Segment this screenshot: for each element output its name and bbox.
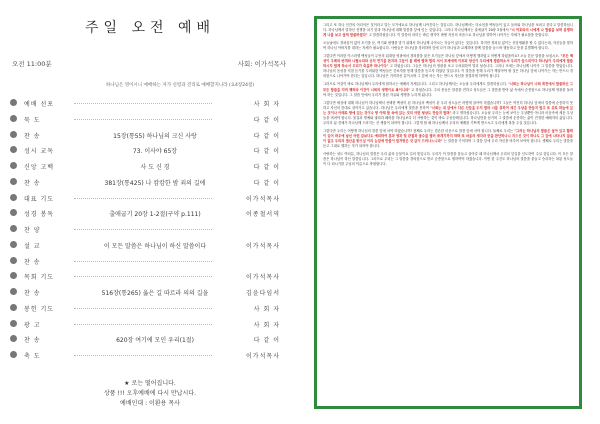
order-label: 신앙 고백 [24, 164, 55, 171]
footer-greeting: 상품 !!! 오후예배에 다시 만납시다. [103, 390, 197, 397]
bullet-icon [10, 241, 17, 248]
order-row [10, 317, 280, 331]
order-label: 대표 기도 [24, 195, 55, 203]
order-content: 이 모든 말씀은 하나님이 하신 말씀이다 [103, 242, 207, 250]
scripture-quote: "모든 백성이 우레와 번개와 나팔소리와 산의 연기를 본지라 그들이 볼 때에 떨며 멀리 서서 모세에게 이르되 당신이 우리에게 말씀하소서 우리가 들으리이다 하나님이 우리에게 말씀하시지 말게 하소서 우리가 죽을까 하나이다" [323, 54, 573, 69]
bullet-icon [10, 351, 17, 358]
sermon-text: 그러므로 이것이 바로 하나님께서 우리에게 원하시는 예배의 자세입니다. 그리고 하나님께서는 오늘날 우리에게도 말씀하십니다. [323, 82, 509, 87]
sermon-text: 고 말씀하셨습니다. 이 말씀의 의미는 바른 생각이 바뀐 자신의 마음으로 하나님을 향하여 나아가는 자세가 필요함을 뜻합니다. [367, 33, 549, 38]
order-person: 이가석목사 [246, 353, 280, 360]
order-row [10, 191, 280, 205]
order-label: 찬 송 [24, 258, 41, 266]
order-label: 성시 교독 [24, 148, 55, 156]
order-content: 620장 여기에 모인 우리(1절) [116, 337, 194, 345]
dotted-leader [74, 324, 212, 325]
sermon-text: 그리고 또 하나 인간의 어리석은 것이라고 말는 모기에요로 하나님께 나아간다는 것입니다. 하나님께서는 미소천을 백성들이 있고 들어와 하나님을 보려고 한다고 말씀하십니다. 하나님께서 말하신 전쟁을 치기 한과 하나님에 대해 말씀을 앞에 잇는 것입니다. 그러나 하나님께서는 출애굽기 20장 3절에서 [323, 23, 573, 33]
order-content: 15장(통55) 하나님의 크신 사랑 [113, 132, 197, 140]
bullet-icon [10, 320, 17, 327]
dotted-leader [74, 276, 212, 277]
order-label: 찬 송 [24, 179, 41, 187]
order-label: 축 도 [24, 353, 41, 360]
order-label: 찬 송 [24, 132, 41, 140]
service-host: 사회: 이가석목사 [237, 60, 286, 68]
scripture-quote: "너 여호와의 너에게 나 말씀을 보며 분명하게 나를 보고 살게 말씀하셨다" [323, 28, 573, 38]
dotted-leader [74, 103, 212, 104]
bullet-icon [10, 288, 17, 295]
scripture-quote: "그러는 하나님의 말씀은 살아 있고 활력이 있어 좌우에 날선 어떤 검보다도 예리하여 혼과 영과 및 관절과 골수를 찔러 쪼개기까지 하며 또 마음의 생각과 뜻을 판단하나니 지으신 것이 하나도 그 앞에 나타나지 않음이 없고 우리의 결산을 받으실 이의 눈앞에 만물이 벌거벗은 것 같이 드러나느니라" [323, 128, 573, 143]
order-person: 다 같 이 [253, 164, 280, 171]
order-row [10, 222, 280, 236]
order-label: 예배 선포 [24, 101, 55, 108]
order-person: 다 같 이 [253, 148, 280, 156]
service-time: 오전 11:00분 [12, 60, 52, 68]
order-row [10, 175, 280, 189]
page-title: 주일 오전 예배 [84, 20, 216, 36]
sermon-text: 는 말씀을 기억하며 그 말씀 앞에 우리 자신을 비추어 보아야 합니다. 셋째로 우리는 말씀을 듣고 그대로 행하는 자가 되어야 합니다. [323, 138, 573, 148]
order-person: 김윤다임서 [246, 290, 280, 297]
scripture-quote: "너희는 하나님이 너희 목전에서 말씀하신 그 모든 말씀을 지켜 행하라 이것이 너희의 생명이요 복이니라" [323, 82, 573, 92]
order-row [10, 206, 280, 220]
sermon-paragraph [323, 82, 573, 97]
order-row [10, 96, 280, 110]
sermon-body [323, 23, 573, 402]
order-label: 목회 기도 [24, 274, 55, 282]
order-row [10, 285, 280, 299]
sermon-text: 고 하셨습니다. 주의 종들은 말씀을 전하고 성도들은 그 말씀을 받아 삶 속에서 순종함으로 하나님께 영광을 돌려야 하는 것입니다. 그 말씀 안에서 우리가 참된 자유와 생명을 누리게 됩니다. [323, 87, 573, 97]
order-label: 광 고 [24, 321, 41, 329]
bullet-icon [10, 304, 17, 311]
order-row [10, 301, 280, 315]
intro-verse: 하나님은 영이시니 예배하는 자가 신령과 진리로 예배할지니라 (요4장24절) [105, 83, 255, 88]
scripture-quote: "너희는 내 앞에서 다른 신들을 두지 말라 너를 위하여 새긴 우상을 만들지 말고 또 위로 하늘에 있는 것이나 아래로 땅에 있는 것이나 땅 아래 물 속에 있는 것의 어떤 형상도 만들지 말며" [323, 105, 573, 115]
order-person: 다 같 이 [253, 132, 280, 140]
bullet-icon [10, 115, 17, 122]
order-content: 사 도 신 경 [140, 164, 170, 171]
dotted-leader [74, 229, 212, 230]
sermon-paragraph [323, 41, 573, 51]
sermon-paragraph [323, 129, 573, 149]
order-person: 이가석목사 [246, 242, 280, 250]
order-person: 이가석목사 [246, 274, 280, 282]
footer-guide: 예배인대 : 이환용 목사 [120, 400, 180, 407]
order-label: 찬 송 [24, 290, 41, 297]
order-content: 516장(통265) 옳은 길 따르라 의의 길을 [101, 290, 209, 297]
order-person: 이가석목사 [246, 195, 280, 203]
bullet-icon [10, 162, 17, 169]
sermon-text-panel [314, 16, 582, 409]
bullet-icon [10, 209, 17, 216]
sermon-text: 고 하였습니다. 그들은 하나님의 영광을 보고 두려워하여 멀리 섰습니다. 그러나 모세는 하나님께 나아가 그 말씀을 받았습니다. 하나님의 음성을 직접 듣기를 두려워한 백성들은 중보자를 통해 말씀을 듣고자 하였던 것입니다. 이 말씀을 통해 우리가 깨달아야 할 것은 하나님 앞에 나아가는 자는 반드시 경외함으로 나아가야 한다는 것입니다. 하나님은 거룩하신 분이시며 그 앞에 서는 자는 반드시 자신을 정결하게 하여야 합니다. [323, 64, 573, 79]
order-person: 사 회 자 [253, 321, 280, 329]
bullet-icon [10, 131, 17, 138]
sermon-text: 라고 명하셨습니다. 오늘날 우리는 눈에 보이는 우상뿐만 아니라 마음속에 세운 우상들을 버려야 합니다. 물질과 명예와 권력과 쾌락을 하나님보다 더 사랑하는 것이 바로 우상숭배입니다. 하나님만을 섬기며 그 말씀에 순종하는 삶이 진정한 예배자의 삶입니다. 우리의 삶 전체가 하나님께 드려지는 산 제물이 되어야 합니다. 그렇게 할 때 하나님께서 우리의 예배를 기쁘게 받으시고 우리에게 복을 주실 것입니다. [323, 110, 573, 125]
order-label: 성경 봉독 [24, 211, 55, 219]
bullet-icon [10, 146, 17, 153]
sermon-paragraph [323, 152, 573, 167]
dotted-leader [74, 261, 212, 262]
bullet-icon [10, 257, 17, 264]
order-person: 이종철서역 [246, 211, 280, 219]
order-label: 설 교 [24, 242, 41, 250]
order-row [10, 238, 280, 252]
bullet-icon [10, 178, 17, 185]
order-row [10, 112, 280, 126]
order-row [10, 269, 280, 283]
sermon-text: 사랑하는 성도 여러분, 하나님의 말씀은 우리 삶의 등불이요 길의 빛입니다. 우리가 이 말씀을 붙들고 살아갈 때 하나님께서 우리의 앞길을 인도하여 주실 것입니다. 이 모든 말씀은 하나님이 하신 말씀입니다. 그러므로 우리는 그 말씀을 경외함으로 받고 순종함으로 행하여야 하겠습니다. 이번 한 주간도 하나님의 말씀을 붙들고 승리하는 복된 성도들이 다 되시기를 주님의 이름으로 축원합니다. [323, 152, 573, 167]
order-content: 73. 이사야 65장 [132, 148, 178, 156]
order-person: 다 같 이 [253, 116, 280, 124]
sermon-text: 그렇다면 세상에 대해 하나님이 하나님께서 선택한 백성이 된 하나님의 백성이 된 우리 성도들은 어떻게 살아야 하겠습니까? 그들은 여전히 하나님 앞에서 말씀에 순종하지 못하고 자신의 뜻대로 살아가고 있습니다. 하나님은 우리에게 말씀을 통하여 [323, 100, 573, 110]
sermon-text: 그렇다면 이러한 이스라엘 백성들이 무언의 위대함 영광에서 경외함을 잃은 모기들은 하나님 앞에서 어떻게 행하였고 어떻게 하였을까요? 오늘 본문 말씀을 보십시오. [323, 54, 561, 59]
bullet-icon [10, 99, 17, 106]
order-person: 사 회 자 [253, 101, 280, 108]
dotted-leader [74, 119, 212, 120]
order-row [10, 348, 280, 362]
order-person: 다 같 이 [253, 337, 280, 345]
sermon-text: 그렇다면 우리는 어떻게 하나님의 말씀 앞에 서야 하겠습니까? 첫째로 우리는 겸손한 마음으로 말씀 앞에 서야 합니다. 둘째로 우리는 [323, 128, 515, 133]
order-person: 다 같 이 [253, 179, 280, 187]
order-label: 묵 도 [24, 116, 41, 124]
order-row [10, 159, 280, 173]
sermon-paragraph [323, 54, 573, 79]
dotted-leader [74, 308, 212, 309]
order-row [10, 332, 280, 346]
order-content: 381장(통425) 나 캄캄한 밤 죄의 길에 [104, 179, 206, 187]
bullet-icon [10, 272, 17, 279]
dotted-leader [74, 198, 212, 199]
bullet-icon [10, 335, 17, 342]
order-label: 찬 송 [24, 337, 41, 345]
order-row [10, 128, 280, 142]
sermon-paragraph [323, 23, 573, 38]
dotted-leader [74, 355, 212, 356]
sermon-text: 오늘날에도 경외심이 없이 모기을 둔, 여기와 평행을 맞기 위해서 하나님께 나아오는 자들이 있다는 것입니다. 하지만 경외심 없이는 신앙생활을 할 수 없다는데, 자신들을 향하여 하나님 아버지를 대하는 자세가 필요합니다. 사람들은 하나님을 경외하며 앞에 나가 하나님과 교제하며 함께 말씀을 들으며 행동하고 뜻을 분별해야 합니다. [323, 41, 573, 51]
order-row [10, 254, 280, 268]
sermon-paragraph [323, 101, 573, 126]
order-label: 봉헌 기도 [24, 305, 55, 313]
order-person: 사 회 자 [253, 305, 280, 313]
bullet-icon [10, 194, 17, 201]
bullet-icon [10, 225, 17, 232]
footer-note: ★ 로는 떨어집니다. [124, 380, 176, 387]
order-row [10, 143, 280, 157]
order-label: 찬 양 [24, 227, 41, 234]
order-content: 출애굽기 20장 1-2절(구약 p.111) [109, 211, 201, 219]
